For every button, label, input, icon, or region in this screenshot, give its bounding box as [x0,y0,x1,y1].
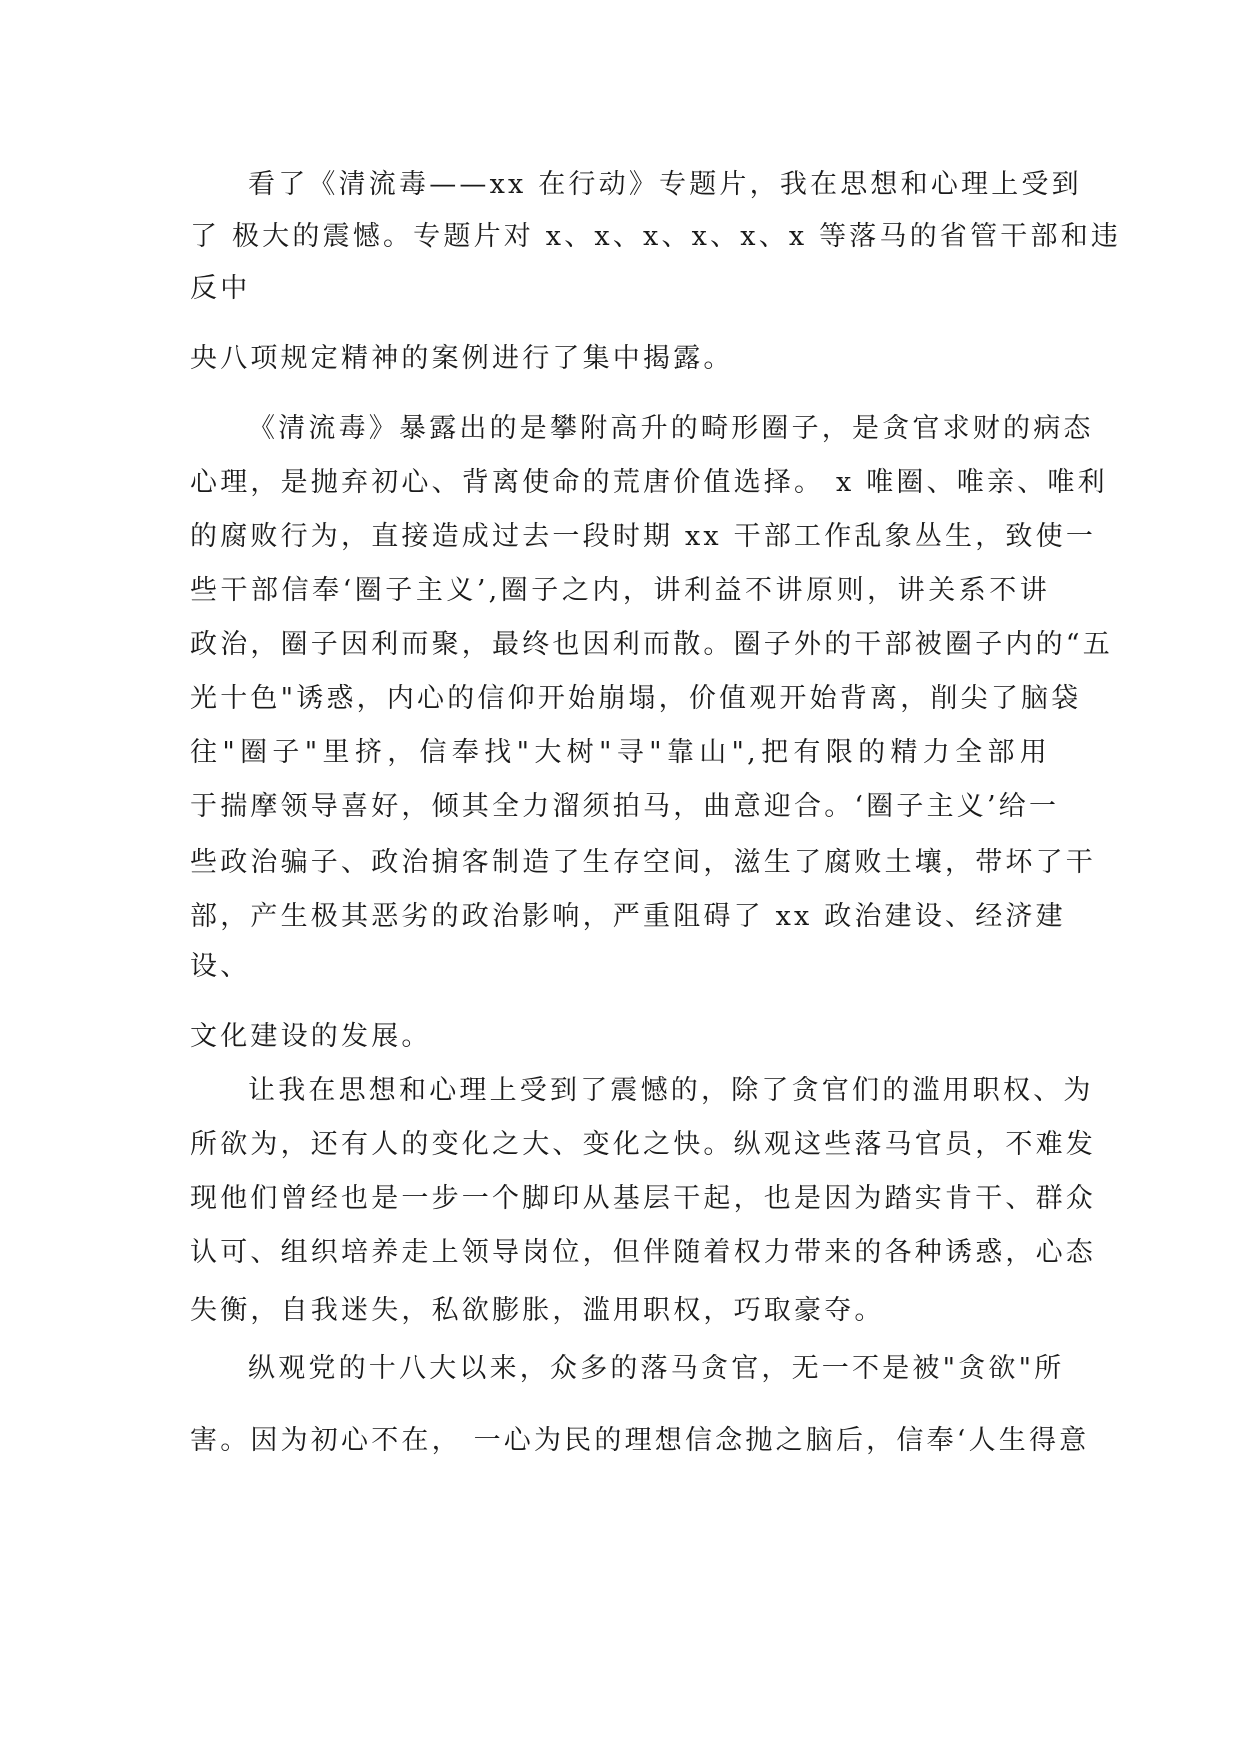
paragraph-4-line-2: 害。因为初心不在， 一心为民的理想信念抛之脑后，信奉‘人生得意 [190,1425,1090,1456]
paragraph-3-line-4: 认可、组织培养走上领导岗位，但伴随着权力带来的各种诱惑，心态 [190,1237,1096,1268]
paragraph-3-line-2: 所欲为，还有人的变化之大、变化之快。纵观这些落马官员，不难发 [190,1129,1096,1160]
paragraph-2-line-5: 政治，圈子因利而聚，最终也因利而散。圈子外的干部被圈子内的“五 [190,629,1114,660]
paragraph-2-line-8: 于揣摩领导喜好，倾其全力溜须拍马，曲意迎合。‘圈子主义’给一 [190,791,1060,822]
paragraph-2-line-10: 部，产生极其恶劣的政治影响，严重阻碍了 xx 政治建设、经济建 [190,901,1066,932]
paragraph-1-line-3: 反中 [190,273,251,304]
paragraph-1-line-1: 看了《清流毒——xx 在行动》专题片，我在思想和心理上受到 [248,169,1082,200]
paragraph-2-line-9: 些政治骗子、政治掮客制造了生存空间，滋生了腐败土壤，带坏了干 [190,847,1096,878]
paragraph-2-line-6: 光十色"诱惑，内心的信仰开始崩塌，价值观开始背离，削尖了脑袋 [190,683,1082,714]
paragraph-2-line-3: 的腐败行为，直接造成过去一段时期 xx 干部工作乱象丛生，致使一 [190,521,1097,552]
paragraph-2-line-1: 《清流毒》暴露出的是攀附高升的畸形圈子，是贪官求财的病态 [248,413,1094,444]
paragraph-2-line-7: 往"圈子"里挤，信奉找"大树"寻"靠山",把有限的精力全部用 [190,737,1050,768]
paragraph-2-line-2: 心理，是抛弃初心、背离使命的荒唐价值选择。 x 唯圈、唯亲、唯利 [190,467,1108,498]
paragraph-2-line-11: 设、 [190,951,251,982]
paragraph-1-line-2: 了 极大的震憾。专题片对 x、x、x、x、x、x 等落马的省管干部和违 [190,221,1122,252]
paragraph-3-line-5: 失衡，自我迷失，私欲膨胀，滥用职权，巧取豪夺。 [190,1295,885,1326]
paragraph-2-line-12: 文化建设的发展。 [190,1021,432,1052]
paragraph-3-line-1: 让我在思想和心理上受到了震憾的，除了贪官们的滥用职权、为 [248,1075,1094,1106]
paragraph-1-line-4: 央八项规定精神的案例进行了集中揭露。 [190,343,734,374]
paragraph-2-line-4: 些干部信奉‘圈子主义’,圈子之内，讲利益不讲原则，讲关系不讲 [190,575,1050,606]
paragraph-4-line-1: 纵观党的十八大以来，众多的落马贪官，无一不是被"贪欲"所 [248,1353,1065,1384]
paragraph-3-line-3: 现他们曾经也是一步一个脚印从基层干起，也是因为踏实肯干、群众 [190,1183,1096,1214]
